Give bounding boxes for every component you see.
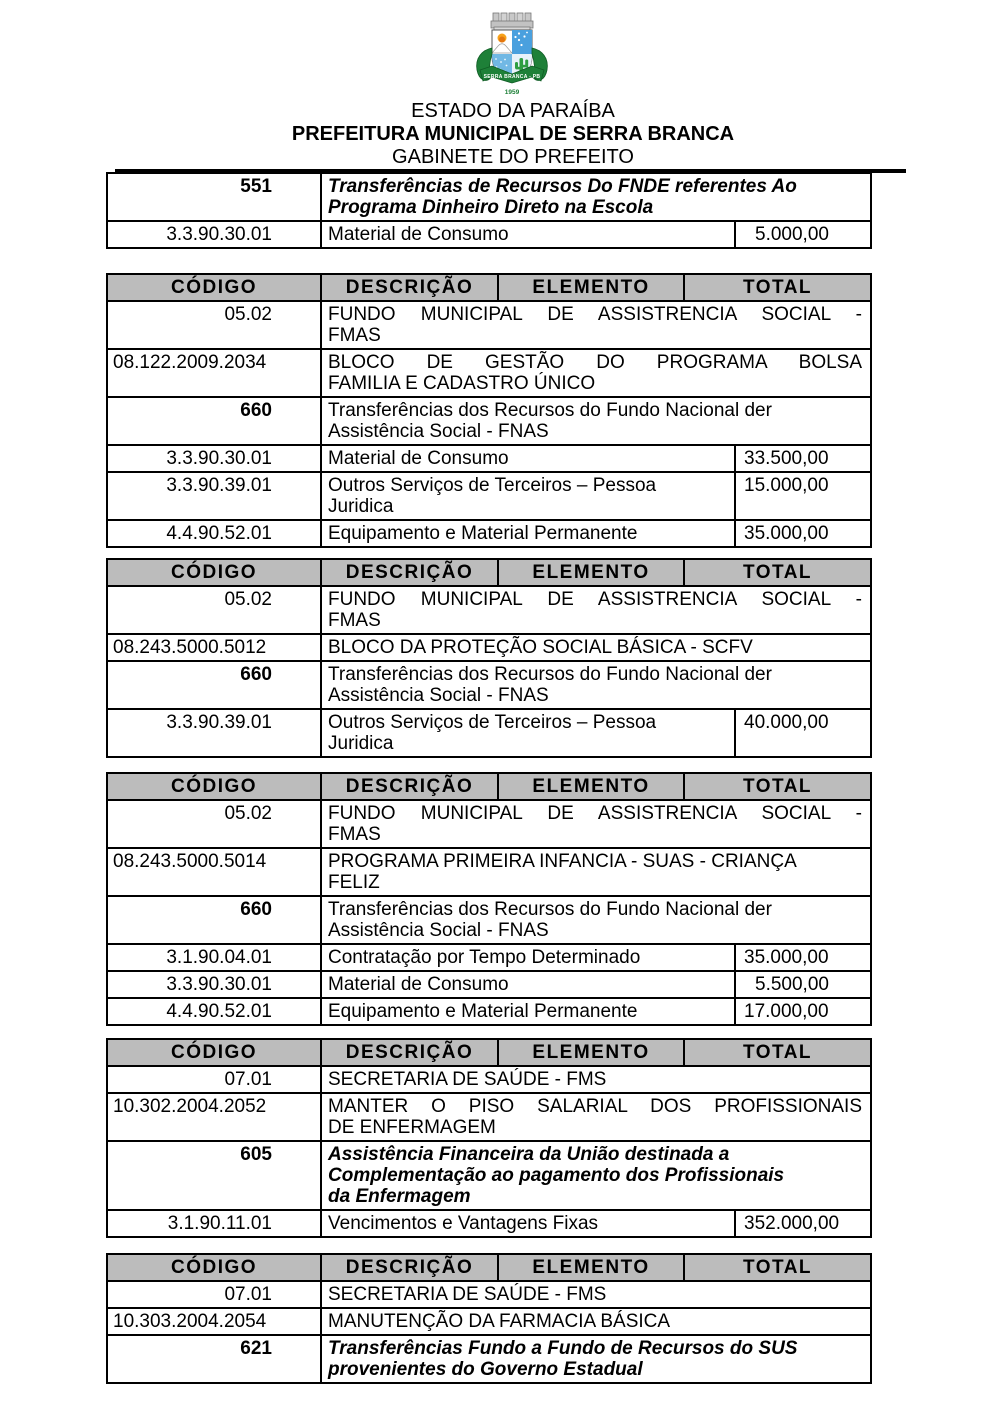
code-cell: 605 [107,1141,321,1210]
table-header-row [107,559,871,586]
description-cell [321,709,735,757]
table-row [107,349,871,397]
code-cell: 10.302.2004.2052 [107,1093,321,1141]
table-row [107,1308,871,1335]
description-line: Equipamento e Material Permanente [328,1001,638,1022]
description-line: BLOCO DE GESTÃO DO PROGRAMA BOLSA [328,352,863,373]
description-line: da Enfermagem [328,1186,471,1207]
total-cell: 35.000,00 [735,520,871,547]
description-line: Programa Dinheiro Direto na Escola [328,197,654,218]
description-line: Transferências de Recursos Do FNDE referentes Ao [328,176,797,197]
column-header-descricao: DESCRIÇÃO [321,1039,498,1066]
state-title: ESTADO DA PARAÍBA [411,100,615,122]
table-header-row [107,773,871,800]
description-cell [321,896,871,944]
code-cell: 07.01 [107,1066,321,1093]
description-cell [321,1066,871,1093]
table-row [107,221,871,248]
description-line: Transferências dos Recursos do Fundo Nacional der [328,664,772,685]
table-row [107,1093,871,1141]
municipality-title: PREFEITURA MUNICIPAL DE SERRA BRANCA [291,123,735,145]
description-line: FMAS [328,325,381,346]
column-header-total: TOTAL [684,274,871,301]
code-cell: 660 [107,397,321,445]
column-header-total: TOTAL [684,1254,871,1281]
description-cell [321,472,735,520]
code-cell: 08.243.5000.5014 [107,848,321,896]
code-cell: 05.02 [107,800,321,848]
code-cell: 05.02 [107,301,321,349]
budget-table-4 [106,1038,872,1238]
description-line: Juridica [328,733,394,754]
table-row [107,586,871,634]
description-line: Material de Consumo [328,448,509,469]
description-line: provenientes do Governo Estadual [328,1359,643,1380]
column-header-descricao: DESCRIÇÃO [321,559,498,586]
table-row [107,634,871,661]
column-header-elemento: ELEMENTO [498,773,684,800]
column-header-total: TOTAL [684,1039,871,1066]
description-line: Outros Serviços de Terceiros – Pessoa [328,475,657,496]
description-line: Vencimentos e Vantagens Fixas [328,1213,599,1234]
total-cell: 17.000,00 [735,998,871,1025]
description-cell [321,848,871,896]
description-line: FUNDO MUNICIPAL DE ASSISTRENCIA SOCIAL - [328,803,863,824]
description-line: FMAS [328,824,381,845]
description-line: Assistência Social - FNAS [328,685,549,706]
table-row [107,848,871,896]
total-cell: 35.000,00 [735,944,871,971]
column-header-total: TOTAL [684,773,871,800]
crown-icon [491,13,533,31]
table-row [107,1066,871,1093]
table-row [107,445,871,472]
column-header-codigo: CÓDIGO [107,773,321,800]
table-row [107,709,871,757]
description-line: SECRETARIA DE SAÚDE - FMS [328,1284,607,1305]
budget-table-2 [106,558,872,758]
description-line: Juridica [328,496,394,517]
code-cell: 621 [107,1335,321,1383]
code-cell: 05.02 [107,586,321,634]
description-line: MANTER O PISO SALARIAL DOS PROFISSIONAIS [328,1096,863,1117]
table-row [107,397,871,445]
column-header-descricao: DESCRIÇÃO [321,274,498,301]
description-cell [321,349,871,397]
table-row [107,1210,871,1237]
table-row [107,301,871,349]
code-cell: 3.3.90.39.01 [107,709,321,757]
budget-table-3 [106,772,872,1026]
column-header-descricao: DESCRIÇÃO [321,1254,498,1281]
description-line: Transferências Fundo a Fundo de Recursos do SUS [328,1338,798,1359]
description-cell [321,634,871,661]
crest-banner-text: SERRA BRANCA - PB [483,74,541,80]
description-cell [321,971,735,998]
description-cell [321,586,871,634]
total-cell: 33.500,00 [735,445,871,472]
description-cell [321,1210,735,1237]
description-line: FUNDO MUNICIPAL DE ASSISTRENCIA SOCIAL - [328,589,863,610]
table-row [107,998,871,1025]
table-row [107,173,871,221]
description-cell [321,397,871,445]
crest-year-text: 1959 [504,89,520,96]
code-cell: 3.1.90.04.01 [107,944,321,971]
description-line: Assistência Social - FNAS [328,920,549,941]
description-cell [321,661,871,709]
description-cell [321,1308,871,1335]
column-header-elemento: ELEMENTO [498,559,684,586]
table-row [107,472,871,520]
table-row [107,1141,871,1210]
description-cell [321,1281,871,1308]
total-cell: 352.000,00 [735,1210,871,1237]
column-header-codigo: CÓDIGO [107,559,321,586]
document-header [26,100,1000,169]
column-header-codigo: CÓDIGO [107,1254,321,1281]
description-line: Material de Consumo [328,224,509,245]
description-line: DE ENFERMAGEM [328,1117,496,1138]
table-header-row [107,274,871,301]
code-cell: 10.303.2004.2054 [107,1308,321,1335]
code-cell: 3.3.90.39.01 [107,472,321,520]
code-cell: 3.1.90.11.01 [107,1210,321,1237]
description-line: Transferências dos Recursos do Fundo Nacional der [328,400,772,421]
description-cell [321,301,871,349]
budget-table-continuation [106,172,872,249]
column-header-codigo: CÓDIGO [107,1039,321,1066]
description-line: Equipamento e Material Permanente [328,523,638,544]
table-row [107,1281,871,1308]
description-cell [321,445,735,472]
total-cell: 5.500,00 [735,971,871,998]
description-line: SECRETARIA DE SAÚDE - FMS [328,1069,607,1090]
description-cell [321,1141,871,1210]
budget-table-5 [106,1253,872,1384]
code-cell: 3.3.90.30.01 [107,221,321,248]
description-cell [321,1093,871,1141]
code-cell: 551 [107,173,321,221]
column-header-elemento: ELEMENTO [498,1254,684,1281]
total-cell: 15.000,00 [735,472,871,520]
code-cell: 07.01 [107,1281,321,1308]
column-header-elemento: ELEMENTO [498,274,684,301]
table-row [107,944,871,971]
column-header-codigo: CÓDIGO [107,274,321,301]
description-line: Contratação por Tempo Determinado [328,947,641,968]
table-row [107,971,871,998]
column-header-elemento: ELEMENTO [498,1039,684,1066]
description-cell [321,173,871,221]
total-cell: 40.000,00 [735,709,871,757]
description-line: Transferências dos Recursos do Fundo Nacional der [328,899,772,920]
total-cell: 5.000,00 [735,221,871,248]
description-cell [321,520,735,547]
description-line: Outros Serviços de Terceiros – Pessoa [328,712,657,733]
code-cell: 4.4.90.52.01 [107,998,321,1025]
description-line: MANUTENÇÃO DA FARMACIA BÁSICA [328,1311,671,1332]
description-line: Assistência Financeira da União destinada a [328,1144,730,1165]
code-cell: 4.4.90.52.01 [107,520,321,547]
description-line: FUNDO MUNICIPAL DE ASSISTRENCIA SOCIAL - [328,304,863,325]
code-cell: 660 [107,661,321,709]
code-cell: 08.243.5000.5012 [107,634,321,661]
municipal-coat-of-arms [462,8,562,100]
table-row [107,800,871,848]
column-header-descricao: DESCRIÇÃO [321,773,498,800]
description-cell [321,221,735,248]
table-header-row [107,1039,871,1066]
budget-table-1 [106,273,872,548]
description-cell [321,998,735,1025]
description-line: Material de Consumo [328,974,509,995]
description-cell [321,1335,871,1383]
column-header-total: TOTAL [684,559,871,586]
table-row [107,661,871,709]
description-cell [321,800,871,848]
description-line: BLOCO DA PROTEÇÃO SOCIAL BÁSICA - SCFV [328,637,753,658]
code-cell: 3.3.90.30.01 [107,445,321,472]
table-row [107,520,871,547]
description-line: FMAS [328,610,381,631]
description-line: PROGRAMA PRIMEIRA INFANCIA - SUAS - CRIANÇA [328,851,797,872]
table-row [107,896,871,944]
code-cell: 08.122.2009.2034 [107,349,321,397]
office-title: GABINETE DO PREFEITO [392,146,634,168]
description-cell [321,944,735,971]
description-line: FELIZ [328,872,380,893]
table-row [107,1335,871,1383]
table-header-row [107,1254,871,1281]
description-line: Assistência Social - FNAS [328,421,549,442]
code-cell: 660 [107,896,321,944]
code-cell: 3.3.90.30.01 [107,971,321,998]
description-line: Complementação ao pagamento dos Profissionais [328,1165,785,1186]
description-line: FAMILIA E CADASTRO ÚNICO [328,373,596,394]
